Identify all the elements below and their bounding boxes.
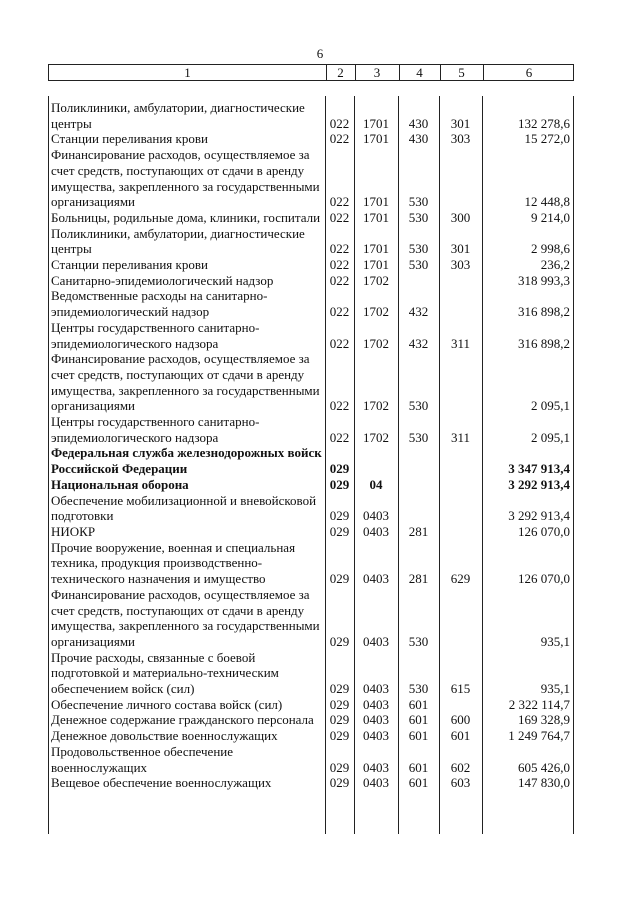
table-row — [48, 210, 574, 226]
col-5-value: 301 — [450, 241, 471, 257]
col-5-value: 602 — [450, 759, 471, 775]
row-label: Финансирование расходов, осуществляемое за счет средств, поступающих от сдачи в аренду имущества, закрепленного за государственными организациями — [51, 351, 320, 414]
row-label: Национальная оборона — [51, 476, 189, 492]
col-2-value: 022 — [329, 209, 350, 225]
row-label: Станции переливания крови — [51, 131, 208, 147]
row-label: Станции переливания крови — [51, 257, 208, 273]
table-row — [48, 712, 574, 728]
table-row — [48, 728, 574, 744]
amount-value: 15 272,0 — [524, 131, 570, 147]
table-row — [48, 273, 574, 289]
page-number: 6 — [316, 46, 324, 61]
col-2-value: 029 — [329, 523, 350, 539]
row-label: Ведомственные расходы на санитарно-эпидемиологический надзор — [51, 288, 268, 320]
row-label: Центры государственного санитарно-эпидемиологического надзора — [51, 414, 260, 445]
header-col-5: 5 — [458, 65, 465, 80]
col-4-value: 430 — [408, 115, 429, 131]
col-3-value: 1701 — [363, 115, 389, 131]
col-2-value: 029 — [329, 571, 350, 587]
row-label: Прочие расходы, связанные с боевой подготовкой и материально-техническим обеспечением войск (сил) — [51, 649, 279, 697]
row-label: Центры государственного санитарно-эпидемиологического надзора — [51, 319, 260, 351]
table-row — [48, 650, 574, 697]
header-divider — [440, 65, 441, 80]
col-2-value: 022 — [329, 257, 350, 273]
table-row — [48, 131, 574, 147]
col-3-value: 0403 — [363, 712, 389, 728]
col-4-value: 601 — [408, 696, 429, 712]
col-3-value: 1701 — [363, 131, 389, 147]
col-4-value: 530 — [408, 633, 429, 649]
col-3-value: 0403 — [363, 759, 389, 775]
table-row — [48, 288, 574, 319]
col-2-value: 022 — [329, 272, 350, 288]
col-2-value: 029 — [329, 759, 350, 775]
col-3-value: 0403 — [363, 523, 389, 539]
table-row — [48, 351, 574, 414]
col-4-value: 530 — [408, 398, 429, 414]
header-col-3: 3 — [373, 65, 381, 80]
col-3-value: 0403 — [363, 696, 389, 712]
col-3-value: 04 — [369, 476, 383, 492]
col-5-value: 615 — [450, 681, 471, 697]
col-3-value: 1701 — [363, 194, 389, 210]
col-4-value: 281 — [408, 523, 429, 539]
col-2-value: 029 — [329, 681, 350, 697]
col-2-value: 022 — [329, 241, 350, 257]
col-3-value: 0403 — [363, 508, 389, 524]
table-row — [48, 100, 574, 131]
amount-value: 935,1 — [540, 681, 570, 697]
col-2-value: 022 — [329, 304, 350, 320]
col-3-value: 1702 — [363, 429, 389, 445]
col-4-value: 432 — [408, 304, 429, 320]
table-row — [48, 226, 574, 257]
col-3-value: 1702 — [363, 304, 389, 320]
table-row — [48, 477, 574, 493]
col-3-value: 1702 — [363, 398, 389, 414]
table-row — [48, 445, 574, 476]
table-row — [48, 493, 574, 524]
row-label: Денежное содержание гражданского персонала — [51, 712, 314, 728]
amount-value: 2 095,1 — [531, 429, 570, 445]
col-4-value: 530 — [408, 429, 429, 445]
col-2-value: 029 — [329, 476, 350, 492]
amount-value: 1 249 764,7 — [508, 728, 570, 744]
amount-value: 236,2 — [540, 257, 570, 273]
col-2-value: 022 — [329, 429, 350, 445]
table-row — [48, 697, 574, 713]
col-5-value: 300 — [450, 209, 471, 225]
col-5-value: 629 — [450, 571, 471, 587]
col-2-value: 029 — [329, 712, 350, 728]
table-row — [48, 257, 574, 273]
row-label: Санитарно-эпидемиологический надзор — [51, 272, 274, 288]
col-2-value: 029 — [329, 461, 350, 477]
col-3-value: 0403 — [363, 775, 389, 791]
col-5-value: 311 — [450, 335, 471, 351]
amount-value: 2 095,1 — [531, 398, 570, 414]
amount-value: 318 993,3 — [518, 272, 570, 288]
amount-value: 147 830,0 — [518, 775, 570, 791]
col-2-value: 022 — [329, 194, 350, 210]
table-row — [48, 744, 574, 775]
amount-value: 935,1 — [540, 633, 570, 649]
col-5-value: 603 — [450, 775, 471, 791]
row-label: Прочие вооружение, военная и специальная техника, продукция производственно-технического назначения и имущество — [51, 539, 296, 587]
col-5-value: 301 — [450, 115, 471, 131]
col-3-value: 1702 — [363, 335, 389, 351]
header-col-4: 4 — [416, 65, 423, 80]
amount-value: 605 426,0 — [518, 759, 570, 775]
amount-value: 2 998,6 — [531, 241, 570, 257]
col-4-value: 530 — [408, 241, 429, 257]
col-4-value: 281 — [408, 571, 429, 587]
col-3-value: 0403 — [363, 681, 389, 697]
col-4-value: 432 — [408, 335, 429, 351]
amount-value: 12 448,8 — [524, 194, 570, 210]
amount-value: 2 322 114,7 — [508, 696, 570, 712]
amount-value: 132 278,6 — [518, 115, 570, 131]
col-3-value: 1702 — [363, 272, 389, 288]
table-row — [48, 587, 574, 650]
col-3-value: 1701 — [363, 209, 389, 225]
header-col-6: 6 — [525, 65, 533, 80]
row-label: Поликлиники, амбулатории, диагностические центры — [51, 225, 305, 257]
table-row — [48, 540, 574, 587]
amount-value: 3 292 913,4 — [508, 508, 570, 524]
col-2-value: 022 — [329, 398, 350, 414]
col-3-value: 0403 — [363, 728, 389, 744]
col-4-value: 530 — [408, 194, 429, 210]
col-3-value: 0403 — [363, 633, 389, 649]
header-divider — [483, 65, 484, 80]
col-2-value: 029 — [329, 696, 350, 712]
row-label: Вещевое обеспечение военнослужащих — [51, 775, 272, 791]
header-divider — [355, 65, 356, 80]
col-2-value: 029 — [329, 633, 350, 649]
row-label: Денежное довольствие военнослужащих — [51, 728, 278, 744]
col-4-value: 530 — [408, 681, 429, 697]
col-2-value: 029 — [329, 728, 350, 744]
col-2-value: 029 — [329, 508, 350, 524]
col-4-value: 601 — [408, 712, 429, 728]
table-header — [48, 64, 574, 81]
col-5-value: 303 — [450, 257, 471, 273]
row-label: НИОКР — [51, 523, 96, 539]
col-4-value: 601 — [408, 759, 429, 775]
amount-value: 3 292 913,4 — [508, 476, 570, 492]
col-3-value: 1701 — [363, 241, 389, 257]
amount-value: 9 214,0 — [531, 209, 570, 225]
header-divider — [326, 65, 327, 80]
row-label: Поликлиники, амбулатории, диагностические центры — [51, 100, 305, 131]
row-label: Обеспечение мобилизационной и вневойсковой подготовки — [51, 492, 317, 524]
col-4-value: 601 — [408, 775, 429, 791]
col-2-value: 022 — [329, 115, 350, 131]
header-col-1: 1 — [184, 65, 191, 80]
col-2-value: 029 — [329, 775, 350, 791]
row-label: Финансирование расходов, осуществляемое за счет средств, поступающих от сдачи в аренду имущества, закрепленного за государственными организациями — [51, 586, 320, 649]
row-label: Обеспечение личного состава войск (сил) — [51, 696, 283, 712]
row-label: Финансирование расходов, осуществляемое за счет средств, поступающих от сдачи в аренду имущества, закрепленного за государственными организациями — [51, 147, 320, 210]
amount-value: 126 070,0 — [518, 523, 570, 539]
table-row — [48, 147, 574, 210]
amount-value: 169 328,9 — [518, 712, 570, 728]
col-4-value: 530 — [408, 257, 429, 273]
row-label: Больницы, родильные дома, клиники, госпитали — [51, 209, 321, 225]
col-4-value: 601 — [408, 728, 429, 744]
table-row — [48, 414, 574, 445]
col-5-value: 601 — [450, 728, 471, 744]
table-row — [48, 320, 574, 351]
amount-value: 316 898,2 — [518, 304, 570, 320]
col-2-value: 022 — [329, 335, 350, 351]
header-col-2: 2 — [337, 65, 344, 80]
col-4-value: 530 — [408, 209, 429, 225]
col-3-value: 1701 — [363, 257, 389, 273]
table-body — [48, 100, 574, 791]
amount-value: 316 898,2 — [518, 335, 570, 351]
amount-value: 126 070,0 — [518, 571, 570, 587]
col-5-value: 303 — [450, 131, 471, 147]
amount-value: 3 347 913,4 — [508, 461, 570, 477]
col-4-value: 430 — [408, 131, 429, 147]
row-label: Продовольственное обеспечение военнослужащих — [51, 743, 233, 775]
table-row — [48, 524, 574, 540]
row-label: Федеральная служба железнодорожных войск Российской Федерации — [51, 445, 322, 477]
table-row — [48, 775, 574, 791]
col-3-value: 0403 — [363, 571, 389, 587]
col-5-value: 311 — [450, 429, 471, 445]
col-2-value: 022 — [329, 131, 350, 147]
header-divider — [399, 65, 400, 80]
col-5-value: 600 — [450, 712, 471, 728]
